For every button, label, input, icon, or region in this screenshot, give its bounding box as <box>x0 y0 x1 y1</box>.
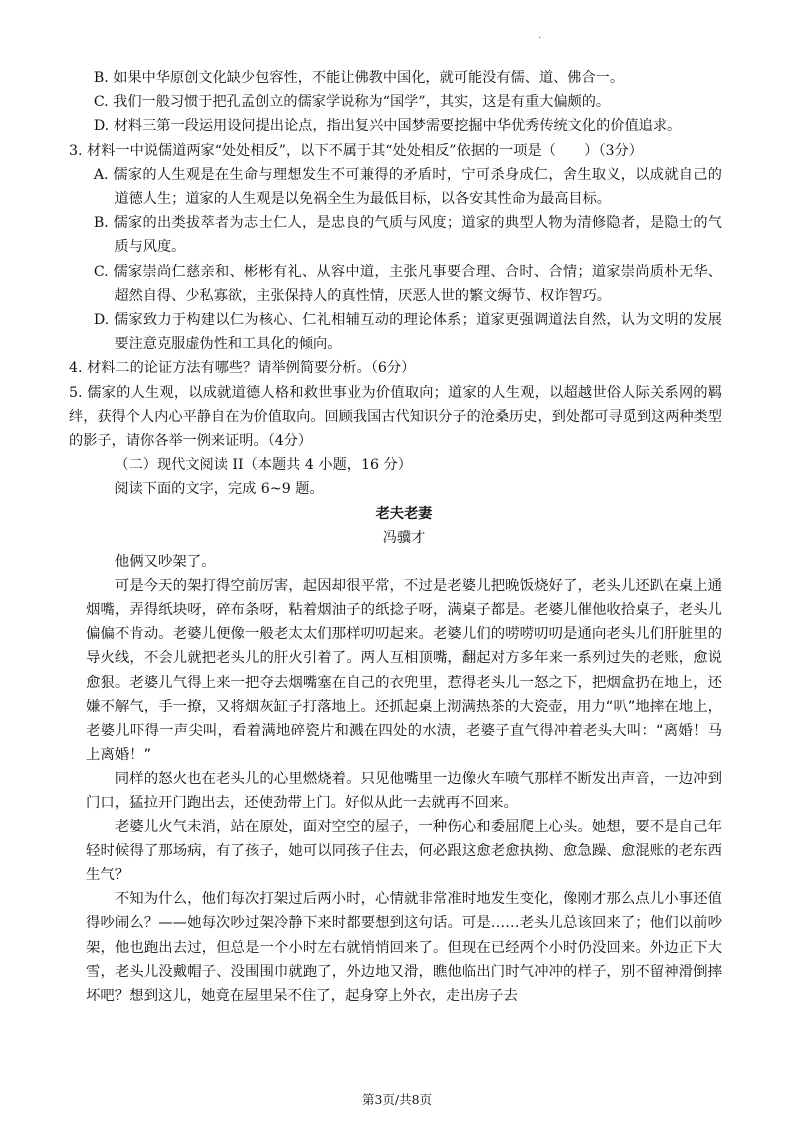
q4: 4. 材料二的论证方法有哪些？请举例简要分析。（6分） <box>69 360 416 377</box>
q3-option-d: D. 儒家致力于构建以仁为核心、仁礼相辅互动的理论体系；道家更强调道法自然，认为文明的发展要注意克服虚伪性和工具化的倾向。 <box>93 312 722 353</box>
q2-option-b: B. 如果中华原创文化缺少包容性，不能让佛教中国化，就可能没有儒、道、佛合一。 <box>93 70 625 86</box>
q5: 5. 儒家的人生观，以成就道德人格和救世事业为价值取向；道家的人生观，以超越世俗人际关系网的羁绊，获得个人内心平静自在为价值取向。回顾我国古代知识分子的沧桑历史，到处都可寻觅到这两种类型的影子，请你各举一例来证明。（4分） <box>69 384 722 450</box>
q3-option-a: A. 儒家的人生观是在生命与理想发生不可兼得的矛盾时，宁可杀身成仁，舍生取义，以成就自己的道德人生；道家的人生观是以免祸全生为最低目标，以各安其性命为最高目标。 <box>93 166 722 208</box>
q3-stem: 3. 材料一中说儒道两家“处处相反”，以下不属于其“处处相反”依据的一项是（ ）（3分） <box>69 142 643 159</box>
corner-mark: . <box>538 30 542 41</box>
page-footer: 第3页/共8页 <box>361 1092 433 1107</box>
section-instruction: 阅读下面的文字，完成 6~9 题。 <box>114 481 324 498</box>
story-title: 老夫老妻 <box>375 505 433 522</box>
q3-option-b: B. 儒家的出类拔萃者为志士仁人，是忠良的气质与风度；道家的典型人物为清修隐者，是隐士的气质与风度。 <box>93 215 722 256</box>
q2-option-d: D. 材料三第一段运用设问提出论点，指出复兴中国梦需要挖掘中华优秀传统文化的价值追求。 <box>93 118 682 135</box>
story-paragraph: 可是今天的架打得空前厉害，起因却很平常，不过是老婆儿把晚饭烧好了，老头儿还趴在桌上通烟嘴，弄得纸块呀，碎布条呀，粘着烟油子的纸捻子呀，满桌子都是。老婆儿催他收拾桌子，老头儿偏偏不肯动。老婆儿便像一般老太太们那样叨叨起来。老婆儿们的唠唠叨叨是通向老头儿们肝脏里的导火线，不会儿就把老头儿的肝火引着了。两人互相顶嘴，翻起对方多年来一系列过失的老账，愈说愈狠。老婆儿气得上来一把夺去烟嘴塞在自己的衣兜里，惹得老头儿一怒之下，把烟盒扔在地上，还嫌不解气，手一撩，又将烟灰缸子打落地上。还抓起桌上沏满热茶的大瓷壶，用力“叭”地摔在地上，老婆儿吓得一声尖叫，看着满地碎瓷片和溅在四处的水渍，老婆子直气得冲着老头大叫：“离婚！马上离婚！” <box>86 578 722 763</box>
story-paragraph: 同样的怒火也在老头儿的心里燃烧着。只见他嘴里一边像火车喷气那样不断发出声音，一边冲到门口，猛拉开门跑出去，还使劲带上门。好似从此一去就再不回来。 <box>86 770 722 811</box>
story-paragraph: 他俩又吵架了。 <box>114 554 216 571</box>
q3-option-c: C. 儒家崇尚仁慈亲和、彬彬有礼、从容中道，主张凡事要合理、合时、合情；道家崇尚质朴无华、超然自得、少私寡欲，主张保持人的真性情，厌恶人世的繁文缛节、权诈智巧。 <box>93 263 722 304</box>
page-content <box>69 66 722 1008</box>
story-paragraph: 老婆儿火气未消，站在原处，面对空空的屋子，一种伤心和委屈爬上心头。她想，要不是自己年轻时候得了那场病，有了孩子，她可以同孩子住去，何必跟这愈老愈执拗、愈急躁、愈混账的老东西生气？ <box>86 819 722 884</box>
story-author: 冯骥才 <box>382 529 426 546</box>
q2-option-c: C. 我们一般习惯于把孔孟创立的儒家学说称为“国学”，其实，这是有重大偏颇的。 <box>93 94 611 111</box>
story-paragraph: 不知为什么，他们每次打架过后两小时，心情就非常准时地发生变化，像刚才那么点儿小事还值得吵闹么？——她每次吵过架冷静下来时都要想到这句话。可是……老头儿总该回来了；他们以前吵架，他也跑出去过，但总是一个小时左右就悄悄回来了。但现在已经两个小时仍没回来。外边正下大雪，老头儿没戴帽子、没围围巾就跑了，外边地又滑，瞧他临出门时气冲冲的样子，别不留神滑倒摔坏吧？想到这儿，她竟在屋里呆不住了，起身穿上外衣，走出房子去 <box>86 891 722 1004</box>
section-heading: （二）现代文阅读 II（本题共 4 小题，16 分） <box>114 457 412 474</box>
